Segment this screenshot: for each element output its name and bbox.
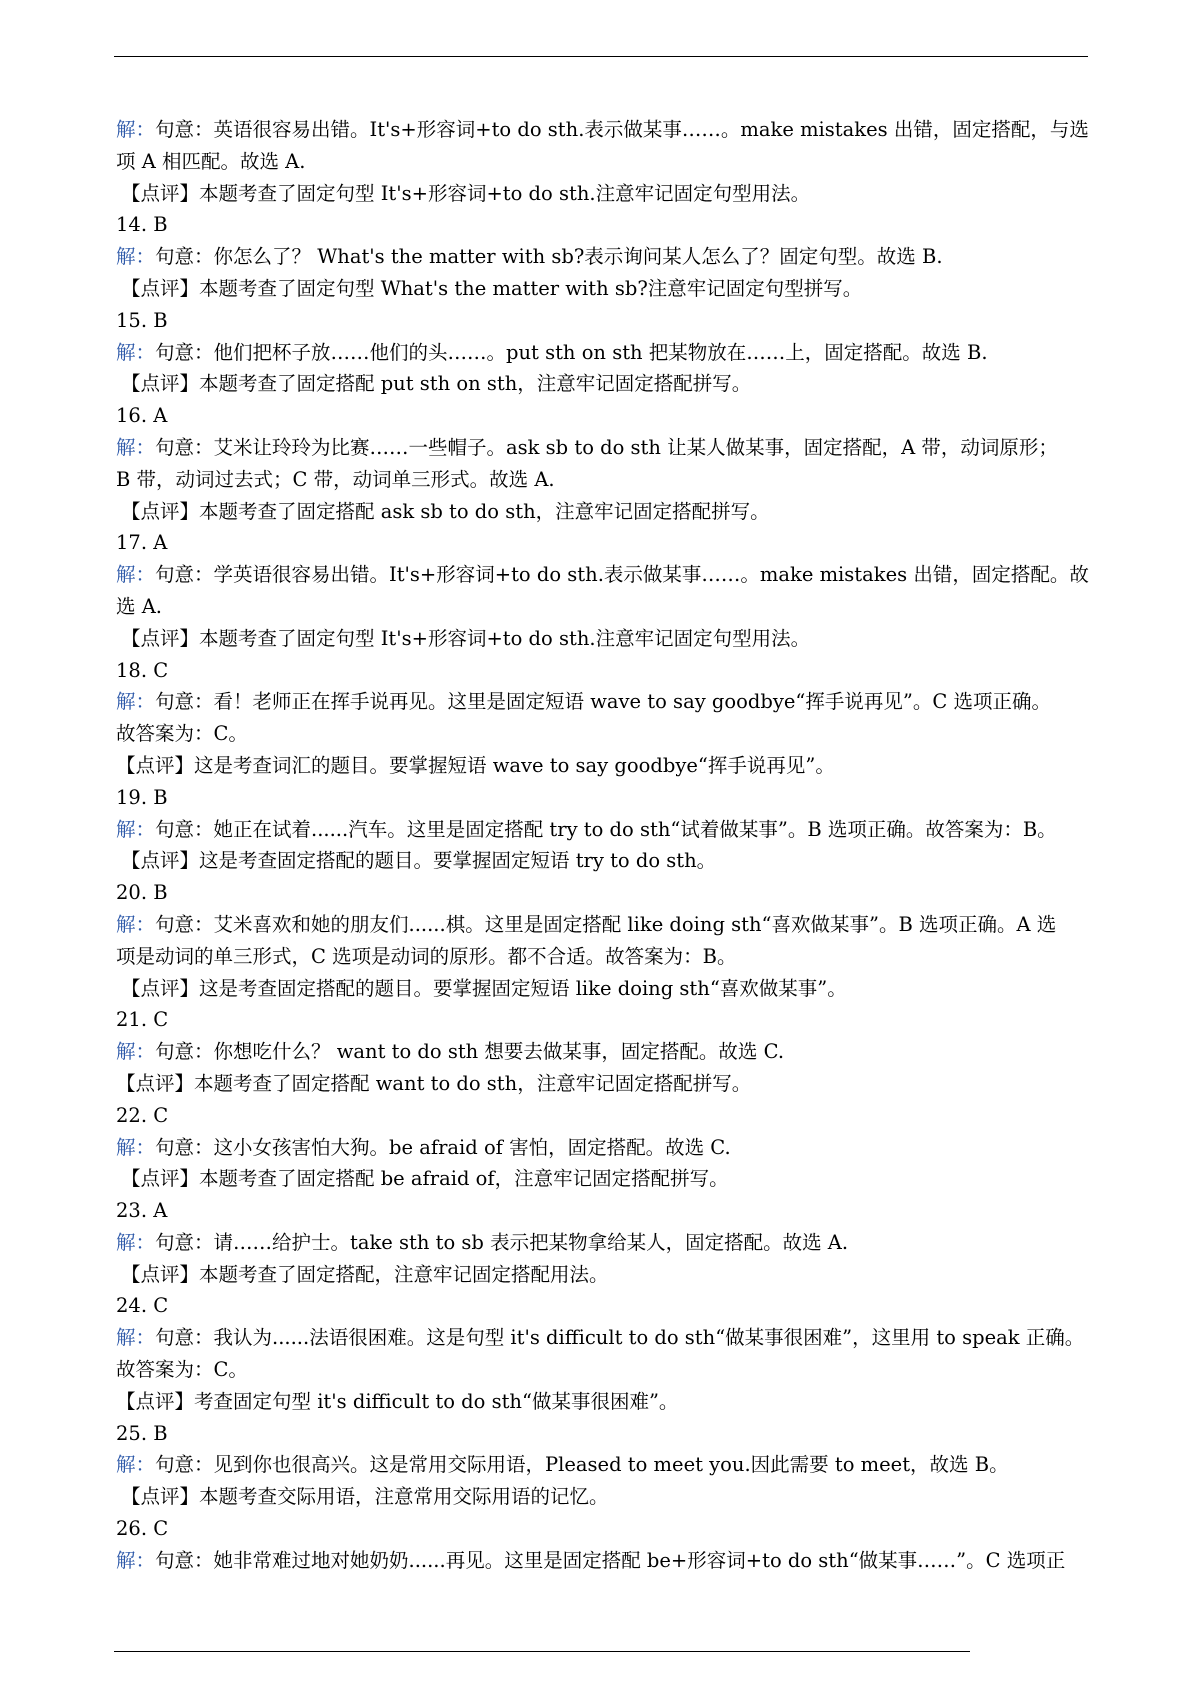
- answer-text: 句意：她正在试着......汽车。这里是固定搭配 try to do sth“试着做某事”。B 选项正确。故答案为：B。: [155, 817, 1057, 841]
- question-answer-number: 24. C: [116, 1294, 169, 1318]
- answer-explanation-line: [116, 337, 1094, 369]
- comment-line: 【点评】这是考查词汇的题目。要掌握短语 wave to say goodbye“挥手说再见”。: [116, 753, 835, 777]
- answer-text: 句意：看！老师正在挥手说再见。这里是固定短语 wave to say goodbye“挥手说再见”。C 选项正确。: [155, 690, 1051, 714]
- answer-text: 句意：这小女孩害怕大狗。be afraid of 害怕，固定搭配。故选 C.: [155, 1135, 731, 1159]
- answer-prefix: 解：: [116, 817, 156, 841]
- continuation-line: 项是动词的单三形式，C 选项是动词的原形。都不合适。故答案为：B。: [116, 944, 737, 968]
- answer-explanation-line: [116, 1132, 1094, 1164]
- question-answer-number: 22. C: [116, 1103, 169, 1127]
- answer-prefix: 解：: [116, 435, 156, 459]
- question-answer-number: 23. A: [116, 1199, 168, 1223]
- answer-explanation-line: [116, 432, 1094, 464]
- comment-line: 【点评】本题考查了固定句型 What's the matter with sb?注意牢记固定句型拼写。: [121, 276, 863, 300]
- comment-line: 【点评】本题考查了固定搭配 put sth on sth，注意牢记固定搭配拼写。: [121, 372, 752, 396]
- answer-explanation-line: [116, 114, 1094, 146]
- answer-prefix: 解：: [116, 340, 156, 364]
- answer-explanation-line: [116, 686, 1094, 718]
- answer-text: 句意：艾米喜欢和她的朋友们......棋。这里是固定搭配 like doing sth“喜欢做某事”。B 选项正确。A 选: [155, 912, 1057, 936]
- answer-text: 句意：英语很容易出错。It's+形容词+to do sth.表示做某事……。make mistakes 出错，固定搭配，与选: [155, 118, 1089, 141]
- answer-prefix: 解：: [116, 912, 156, 936]
- continuation-line: 故答案为：C。: [116, 1358, 248, 1382]
- answer-text: 句意：你怎么了？ What's the matter with sb?表示询问某人怎么了？固定句型。故选 B.: [155, 245, 943, 269]
- question-answer-number: 15. B: [116, 308, 168, 332]
- answer-text: 句意：我认为......法语很困难。这是句型 it's difficult to do sth“做某事很困难”，这里用 to speak 正确。: [155, 1326, 1085, 1350]
- answer-explanation-line: [116, 1449, 1094, 1481]
- answer-explanation-line: [116, 1227, 1094, 1259]
- question-answer-number: 17. A: [116, 531, 168, 555]
- answer-text: 句意：艾米让玲玲为比赛……一些帽子。ask sb to do sth 让某人做某事，固定搭配，A 带，动词原形；: [155, 435, 1058, 459]
- answer-key-body: [116, 114, 1094, 1577]
- question-answer-number: 18. C: [116, 658, 169, 682]
- comment-line: 【点评】这是考查固定搭配的题目。要掌握固定短语 try to do sth。: [121, 849, 717, 873]
- comment-line: 【点评】本题考查了固定搭配 want to do sth，注意牢记固定搭配拼写。: [116, 1071, 752, 1095]
- question-answer-number: 21. C: [116, 1008, 169, 1032]
- answer-prefix: 解：: [116, 563, 156, 587]
- question-answer-number: 26. C: [116, 1517, 169, 1541]
- answer-explanation-line: [116, 1545, 1094, 1577]
- answer-text: 句意：你想吃什么？ want to do sth 想要去做某事，固定搭配。故选 C.: [155, 1040, 785, 1064]
- answer-prefix: 解：: [116, 118, 156, 141]
- header-rule: [114, 56, 1088, 57]
- answer-explanation-line: [116, 909, 1094, 941]
- answer-prefix: 解：: [116, 1135, 156, 1159]
- footer-rule: [114, 1651, 970, 1652]
- question-answer-number: 14. B: [116, 213, 168, 237]
- answer-explanation-line: [116, 559, 1094, 591]
- answer-text: 句意：学英语很容易出错。It's+形容词+to do sth.表示做某事……。make mistakes 出错，固定搭配。故: [155, 563, 1089, 587]
- question-answer-number: 20. B: [116, 881, 168, 905]
- continuation-line: B 带，动词过去式；C 带，动词单三形式。故选 A.: [116, 467, 555, 491]
- answer-prefix: 解：: [116, 1040, 156, 1064]
- comment-line: 【点评】考查固定句型 it's difficult to do sth“做某事很困难”。: [116, 1389, 679, 1413]
- answer-text: 句意：他们把杯子放……他们的头……。put sth on sth 把某物放在……上，固定搭配。故选 B.: [155, 340, 988, 364]
- answer-explanation-line: [116, 1322, 1094, 1354]
- answer-text: 句意：见到你也很高兴。这是常用交际用语，Pleased to meet you.因此需要 to meet，故选 B。: [155, 1453, 1009, 1477]
- answer-prefix: 解：: [116, 1548, 156, 1572]
- continuation-line: 选 A.: [116, 594, 162, 618]
- continuation-line: 故答案为：C。: [116, 722, 248, 746]
- comment-line: 【点评】本题考查了固定句型 It's+形容词+to do sth.注意牢记固定句型用法。: [121, 181, 811, 205]
- answer-prefix: 解：: [116, 690, 156, 714]
- answer-prefix: 解：: [116, 245, 156, 269]
- question-answer-number: 25. B: [116, 1421, 168, 1445]
- answer-text: 句意：她非常难过地对她奶奶......再见。这里是固定搭配 be+形容词+to do sth“做某事……”。C 选项正: [155, 1548, 1066, 1572]
- answer-prefix: 解：: [116, 1230, 156, 1254]
- answer-text: 句意：请……给护士。take sth to sb 表示把某物拿给某人，固定搭配。故选 A.: [155, 1230, 849, 1254]
- question-answer-number: 19. B: [116, 785, 168, 809]
- comment-line: 【点评】本题考查了固定搭配，注意牢记固定搭配用法。: [121, 1262, 609, 1286]
- comment-line: 【点评】这是考查固定搭配的题目。要掌握固定短语 like doing sth“喜欢做某事”。: [121, 976, 847, 1000]
- answer-explanation-line: [116, 814, 1094, 846]
- question-answer-number: 16. A: [116, 404, 168, 428]
- continuation-line: 项 A 相匹配。故选 A.: [116, 149, 306, 173]
- answer-prefix: 解：: [116, 1326, 156, 1350]
- answer-explanation-line: [116, 1036, 1094, 1068]
- answer-prefix: 解：: [116, 1453, 156, 1477]
- comment-line: 【点评】本题考查交际用语，注意常用交际用语的记忆。: [121, 1485, 609, 1509]
- comment-line: 【点评】本题考查了固定搭配 ask sb to do sth，注意牢记固定搭配拼写。: [121, 499, 770, 523]
- answer-explanation-line: [116, 241, 1094, 273]
- comment-line: 【点评】本题考查了固定搭配 be afraid of，注意牢记固定搭配拼写。: [121, 1167, 729, 1191]
- comment-line: 【点评】本题考查了固定句型 It's+形容词+to do sth.注意牢记固定句型用法。: [121, 626, 811, 650]
